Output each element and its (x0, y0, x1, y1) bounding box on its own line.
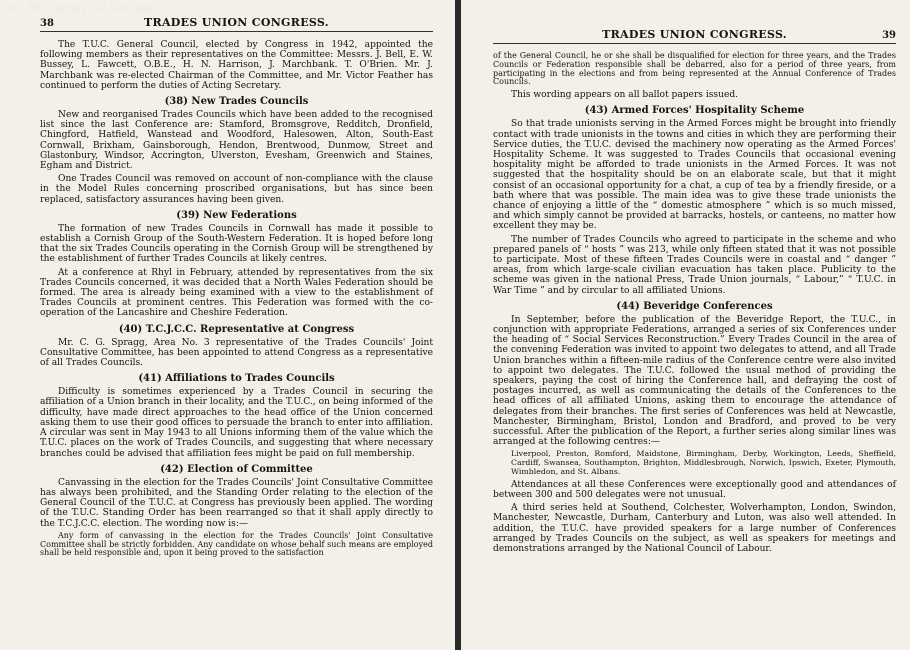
left-running-title: TRADES UNION CONGRESS. (144, 16, 329, 29)
section-39-para-2: At a conference at Rhyl in February, attended by representatives from the six Trades Councils concerned, it was decided that a North Wales Federation should be formed. The area is already being examined with a view to the establishment of Trades Councils at prominent centres. This Federation was formed with the co-operation of the Lancashire and Cheshire Federation. (40, 267, 433, 319)
section-38-para-1: New and reorganised Trades Councils which have been added to the recognised list since the last Conference are: Stamford, Bromsgrove, Redditch, Dronfield, Chingford, Hatfield, Wanstead and Woodford, Halesowen, Alton, South-East Cornwall, Brixham, Gainsborough, Hendon, Brentwood, Dunmow, Street and Glastonbury, Windsor, Accrington, Ulverston, Evesham, Greenwich and Staines, Egham and District. (40, 110, 433, 172)
section-44-heading: (44) Beveridge Conferences (616, 300, 773, 312)
section-43-heading: (43) Armed Forces' Hospitality Scheme (584, 105, 805, 117)
standing-order-quote: Any form of canvassing in the election for the Trades Councils' Joint Consultative Committee shall be strictly forbidden. Any candidate on whose behalf such means are employed shall be held responsible and, upon it being proved to the satisfaction (40, 530, 433, 558)
section-43-para-2: The number of Trades Councils who agreed to participate in the scheme and who prepared panels of “ hosts ” was 213, while only fifteen stated that it was not possible to participate. Most of these fifteen Trades Councils were in coastal and “ danger ” areas, from which large-scale civilian evacuation has taken place. Publicity to the scheme was given in the national Press, Trade Union journals, “ Labour,” “ T.U.C. in War Time ” and by circular to all affiliated Unions. (493, 234, 896, 296)
section-40-heading: (40) T.C.J.C.C. Representative at Congress (118, 323, 355, 335)
conference-centres-list: Liverpool, Preston, Romford, Maidstone, Birmingham, Derby, Workington, Leeds, Sheffield, Cardiff, Swansea, Southampton, Brighton, Middlesbrough, Norwich, Ipswich, Exeter, Plymouth, Wimbledon, and St. Albans. (511, 449, 896, 477)
section-43-para-1: So that trade unionists serving in the Armed Forces might be brought into friendly contact with trade unionists in the towns and cities in which they are performing their Service duties, the T.U.C. devised the machinery now operating as the Armed Forces' Hospitality Scheme. It was suggested to Trades Councils that occasional evening hospitality might be afforded to trade unionists in the Armed Forces. It was not suggested that the hospitality should be on an elaborate scale, but that it might consist of an occasional opportunity for a chat, a cup of tea by a friendly fireside, or a bath where that was possible. The main idea was to give these trade unionists the chance of enjoying a little of the “ domestic atmosphere ” which is so much missed, and which simply cannot be provided at barracks, hostels, or canteens, no matter how excellent they may be. (493, 119, 896, 232)
right-page-number: 39 (882, 30, 896, 41)
right-running-head (493, 28, 896, 44)
left-page-number: 38 (40, 18, 54, 29)
section-40-para-1: Mr. C. G. Spragg, Area No. 3 representative of the Trades Councils' Joint Consultative Committee, has been appointed to attend Congress as a representative of all Trades Councils. (40, 337, 433, 369)
section-41-para-1: Difficulty is sometimes experienced by a Trades Council in securing the affiliation of a Union branch in their locality, and the T.U.C., on being informed of the difficulty, have made direct approaches to the head office of the Union concerned asking them to use their good offices to persuade the branch to enter into affiliation. A circular was sent in May 1943 to all Unions informing them of the value which the T.U.C. places on the work of Trades Councils, and suggesting that where necessary branches could be advised that affiliation fees might be paid on full membership. (40, 387, 433, 459)
section-42-para-1: Canvassing in the election for the Trades Councils' Joint Consultative Committee has always been prohibited, and the Standing Order relating to the election of the General Council of the T.U.C. at Congress has previously been applied. The wording of the T.U.C. Standing Order has been rearranged so that it shall apply directly to the T.C.J.C.C. election. The wording now is:— (40, 477, 433, 529)
right-running-title: TRADES UNION CONGRESS. (602, 28, 787, 41)
watermark-text: (c) TUC Library Collections (6, 4, 153, 14)
intro-paragraph: The T.U.C. General Council, elected by Congress in 1942, appointed the following members as their representatives on the Committee: Messrs. J. Bell, E. W. Bussey, L. Fawcett, O.B.E., H. N. Harrison, J. Marchbank. T. O'Brien. Mr. J. Marchbank was re-elected Chairman of the Committee, and Mr. Victor Feather has continued to perform the duties of Acting Secretary. (40, 40, 433, 91)
section-39-para-1: The formation of new Trades Councils in Cornwall has made it possible to establish a Cornish Group of the South-Western Federation. It is hoped before long that the six Trades Councils operating in the Cornish Group will be strengthened by the establishment of further Trades Councils at likely centres. (40, 223, 433, 265)
section-42-heading: (42) Election of Committee (160, 463, 313, 475)
section-38-heading: (38) New Trades Councils (164, 96, 309, 108)
section-44-para-2: Attendances at all these Conferences were exceptionally good and attendances of between 300 and 500 delegates were not unusual. (493, 479, 896, 501)
standing-order-quote-continued: of the General Council, he or she shall be disqualified for election for three years, and the Trades Councils or Federation responsible shall be debarred, also for a period of three years, from participating in the elections and from being represented at the Annual Conference of Trades Councils. (493, 51, 896, 87)
section-44-para-1: In September, before the publication of the Beveridge Report, the T.U.C., in conjunction with appropriate Federations, arranged a series of six Conferences under the heading of “ Social Services Reconstruction.” Every Trades Council in the area of the convening Federation was invited to appoint two delegates to attend, and all Trade Union branches within a fifteen-mile radius of the Conference centre were also invited to appoint two delegates. The T.U.C. followed the usual method of providing the speakers, paying the cost of hiring the Conference hall, and defraying the cost of postages incurred, as well as communicating the details of the Conferences to the head offices of all affiliated Unions, asking them to encourage the attendance of delegates from their branches. The first series of Conferences was held at Newcastle, Manchester, Birmingham, Bristol, London and Bradford, and proved to be very successful. After the publication of the Report, a further series along similar lines was arranged at the following centres:— (493, 314, 896, 448)
right-page (461, 0, 910, 650)
section-41-heading: (41) Affiliations to Trades Councils (138, 373, 335, 385)
left-running-head (40, 16, 433, 32)
section-39-heading: (39) New Federations (176, 209, 297, 221)
ballot-note: This wording appears on all ballot papers issued. (511, 90, 739, 101)
section-44-para-3: A third series held at Southend, Colchester, Wolverhampton, London, Swindon, Manchester, Newcastle, Durham, Canterbury and Luton, was also well attended. In addition, the T.U.C. have provided speakers for a large number of Conferences arranged by Trades Councils on the subject, as well as speakers for meetings and demonstrations arranged by the National Council of Labour. (493, 503, 896, 555)
section-38-para-2: One Trades Council was removed on account of non-compliance with the clause in the Model Rules concerning proscribed organisations, but has since been replaced, satisfactory assurances having been given. (40, 174, 433, 205)
